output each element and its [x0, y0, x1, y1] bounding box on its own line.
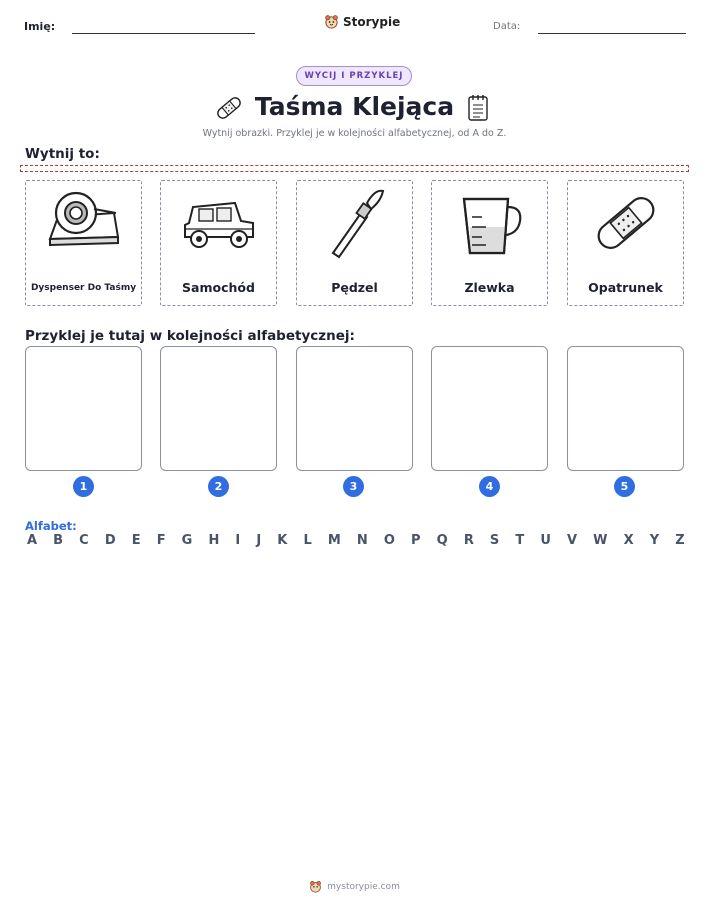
- brand-logo: [324, 14, 400, 29]
- alphabet-letter: X: [623, 533, 634, 548]
- slot-number: 3: [343, 476, 364, 497]
- card-label: Pędzel: [331, 280, 378, 295]
- date-label: Data:: [493, 21, 521, 32]
- alphabet-letter: K: [277, 533, 288, 548]
- paste-slot[interactable]: [25, 346, 142, 471]
- alphabet-letter: L: [303, 533, 312, 548]
- alphabet-letter: A: [27, 533, 38, 548]
- storypie-logo-icon: [324, 14, 339, 29]
- alphabet-letter: H: [208, 533, 220, 548]
- alphabet-letter: G: [181, 533, 193, 548]
- card-label: Dyspenser Do Taśmy: [30, 283, 137, 293]
- slot-number: 5: [614, 476, 635, 497]
- paste-slot[interactable]: [567, 346, 684, 471]
- alphabet-letter: M: [327, 533, 341, 548]
- cut-card[interactable]: [296, 180, 413, 306]
- alphabet-title: Alfabet:: [25, 519, 77, 533]
- slot-number: 4: [479, 476, 500, 497]
- paste-slot[interactable]: [160, 346, 277, 471]
- alphabet-letter: E: [131, 533, 141, 548]
- cut-heading: Wytnij to:: [25, 146, 100, 162]
- alphabet-letter: U: [540, 533, 551, 548]
- tape-dispenser-icon: [44, 187, 124, 259]
- cut-card[interactable]: [431, 180, 548, 306]
- alphabet-row: [27, 533, 685, 548]
- card-label: Opatrunek: [588, 280, 663, 295]
- name-line[interactable]: [72, 33, 255, 34]
- paste-heading: Przyklej je tutaj w kolejności alfabetycznej:: [25, 328, 355, 344]
- alphabet-letter: D: [104, 533, 116, 548]
- alphabet-letter: I: [235, 533, 241, 548]
- paste-slot[interactable]: [431, 346, 548, 471]
- instructions: Wytnij obrazki. Przyklej je w kolejności alfabetycznej, od A do Z.: [202, 128, 507, 139]
- alphabet-letter: P: [411, 533, 421, 548]
- page-title: Taśma Klejąca: [254, 92, 455, 121]
- activity-badge: WYCIJ I PRZYKLEJ: [296, 66, 412, 86]
- alphabet-letter: F: [156, 533, 166, 548]
- notepad-icon: [465, 93, 491, 123]
- car-icon: [179, 187, 259, 259]
- alphabet-letter: S: [489, 533, 500, 548]
- cut-line: [20, 165, 689, 172]
- bandage-icon: [586, 187, 666, 259]
- card-label: Zlewka: [464, 280, 515, 295]
- date-line[interactable]: [538, 33, 686, 34]
- brand-name: Storypie: [343, 14, 401, 29]
- alphabet-letter: N: [356, 533, 368, 548]
- card-label: Samochód: [182, 280, 255, 295]
- alphabet-letter: Y: [649, 533, 660, 548]
- alphabet-letter: W: [593, 533, 608, 548]
- name-label: Imię:: [24, 20, 56, 33]
- paste-slot[interactable]: [296, 346, 413, 471]
- cut-card[interactable]: [567, 180, 684, 306]
- alphabet-letter: J: [256, 533, 262, 548]
- storypie-logo-icon: [309, 880, 322, 893]
- alphabet-letter: T: [515, 533, 525, 548]
- footer-url[interactable]: mystorypie.com: [327, 881, 400, 892]
- cut-card[interactable]: [25, 180, 142, 306]
- paintbrush-icon: [315, 187, 395, 259]
- alphabet-letter: V: [567, 533, 578, 548]
- alphabet-letter: Q: [436, 533, 448, 548]
- footer: [0, 880, 709, 893]
- beaker-icon: [450, 187, 530, 259]
- slot-number: 2: [208, 476, 229, 497]
- alphabet-letter: Z: [675, 533, 685, 548]
- alphabet-letter: C: [79, 533, 89, 548]
- slot-number: 1: [73, 476, 94, 497]
- alphabet-letter: O: [383, 533, 395, 548]
- cut-card[interactable]: [160, 180, 277, 306]
- alphabet-letter: B: [53, 533, 64, 548]
- alphabet-letter: R: [463, 533, 474, 548]
